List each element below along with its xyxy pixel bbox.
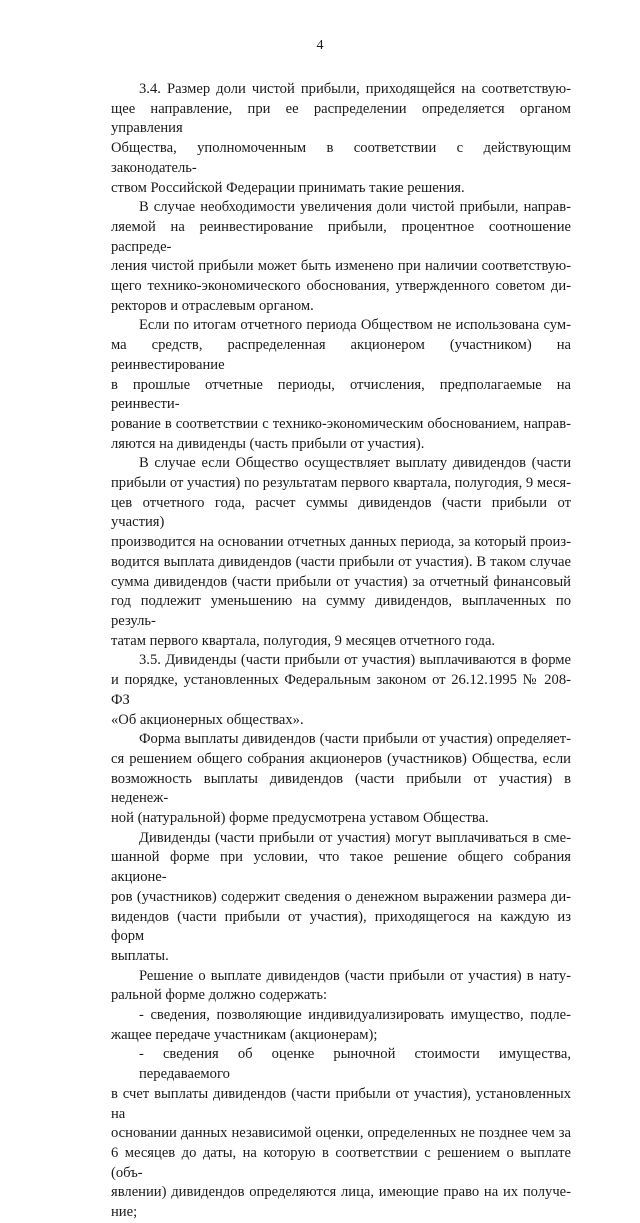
text-line: ся решением общего собрания акционеров (участников) Общества, если xyxy=(111,750,571,767)
text-line: Форма выплаты дивидендов (части прибыли от участия) определяет- xyxy=(139,731,571,748)
text-line: ральной форме должно содержать: xyxy=(111,987,328,1004)
text-line: ляются на дивиденды (часть прибыли от участия). xyxy=(111,435,425,452)
text-line: В случае необходимости увеличения доли чистой прибыли, направ- xyxy=(139,199,571,216)
text-line: ляемой на реинвестирование прибыли, процентное соотношение распреде- xyxy=(111,218,571,255)
text-line: и порядке, установленных Федеральным законом от 26.12.1995 № 208-ФЗ xyxy=(111,672,571,708)
text-line: Решение о выплате дивидендов (части прибыли от участия) в нату- xyxy=(139,967,571,984)
text-line: щего технико-экономического обоснования, утвержденного советом ди- xyxy=(111,278,571,295)
text-line: шанной форме при условии, что такое решение общего собрания акционе- xyxy=(111,849,571,886)
text-line: ров (участников) содержит сведения о денежном выражении размера ди- xyxy=(111,888,571,905)
text-line: явлении) дивидендов определяются лица, имеющие право на их получе- xyxy=(111,1184,571,1201)
text-line: татам первого квартала, полугодия, 9 месяцев отчетного года. xyxy=(111,632,496,649)
text-line: 3.5. Дивиденды (части прибыли от участия) выплачиваются в форме xyxy=(139,652,571,669)
text-line: цев отчетного года, расчет суммы дивидендов (части прибыли от участия) xyxy=(111,494,571,531)
text-line: ной (натуральной) форме предусмотрена уставом Общества. xyxy=(111,810,489,827)
text-line: основании данных независимой оценки, определенных не позднее чем за xyxy=(111,1125,571,1142)
text-line: в счет выплаты дивидендов (части прибыли от участия), установленных на xyxy=(111,1085,571,1122)
text-line: щее направление, при ее распределении определяется органом управления xyxy=(111,100,571,137)
text-line: Дивиденды (части прибыли от участия) могут выплачиваться в сме- xyxy=(139,829,571,846)
text-line: сумма дивидендов (части прибыли от участия) за отчетный финансовый xyxy=(111,573,571,590)
body-text xyxy=(111,80,571,1223)
text-line: ние; xyxy=(111,1204,138,1221)
text-line: рование в соответствии с технико-экономическим обоснованием, направ- xyxy=(111,415,571,432)
text-line: ления чистой прибыли может быть изменено при наличии соответствую- xyxy=(111,258,571,275)
text-line: 3.4. Размер доли чистой прибыли, приходящейся на соответствую- xyxy=(139,81,571,97)
text-line: в прошлые отчетные периоды, отчисления, предполагаемые на реинвести- xyxy=(111,376,571,413)
text-line: водится выплата дивидендов (части прибыли от участия). В таком случае xyxy=(111,553,571,570)
text-line: год подлежит уменьшению на сумму дивидендов, выплаченных по резуль- xyxy=(111,593,571,629)
text-line: ма средств, распределенная акционером (участником) на реинвестирование xyxy=(111,337,571,373)
text-line: видендов (части прибыли от участия), приходящегося на каждую из форм xyxy=(111,908,571,945)
text-line: 6 месяцев до даты, на которую в соответствии с решением о выплате (объ- xyxy=(111,1144,571,1181)
text-line: Если по итогам отчетного периода Обществом не использована сум- xyxy=(139,317,571,334)
text-line: выплаты. xyxy=(111,947,169,964)
text-line: - сведения, позволяющие индивидуализировать имущество, подле- xyxy=(139,1007,571,1024)
text-line: жащее передаче участникам (акционерам); xyxy=(111,1026,378,1043)
text-line: Общества, уполномоченным в соответствии с действующим законодатель- xyxy=(111,140,571,176)
text-line: - сведения об оценке рыночной стоимости имущества, передаваемого xyxy=(139,1046,571,1083)
text-line: ством Российской Федерации принимать такие решения. xyxy=(111,179,465,196)
text-line: В случае если Общество осуществляет выплату дивидендов (части xyxy=(139,455,571,472)
text-line: прибыли от участия) по результатам первого квартала, полугодия, 9 меся- xyxy=(111,475,571,492)
text-line: «Об акционерных обществах». xyxy=(111,711,304,728)
page-number: 4 xyxy=(316,38,324,53)
text-line: ректоров и отраслевым органом. xyxy=(111,297,314,314)
text-line: возможность выплаты дивидендов (части прибыли от участия) в неденеж- xyxy=(111,770,571,807)
text-line: производится на основании отчетных данных периода, за который произ- xyxy=(111,534,571,551)
